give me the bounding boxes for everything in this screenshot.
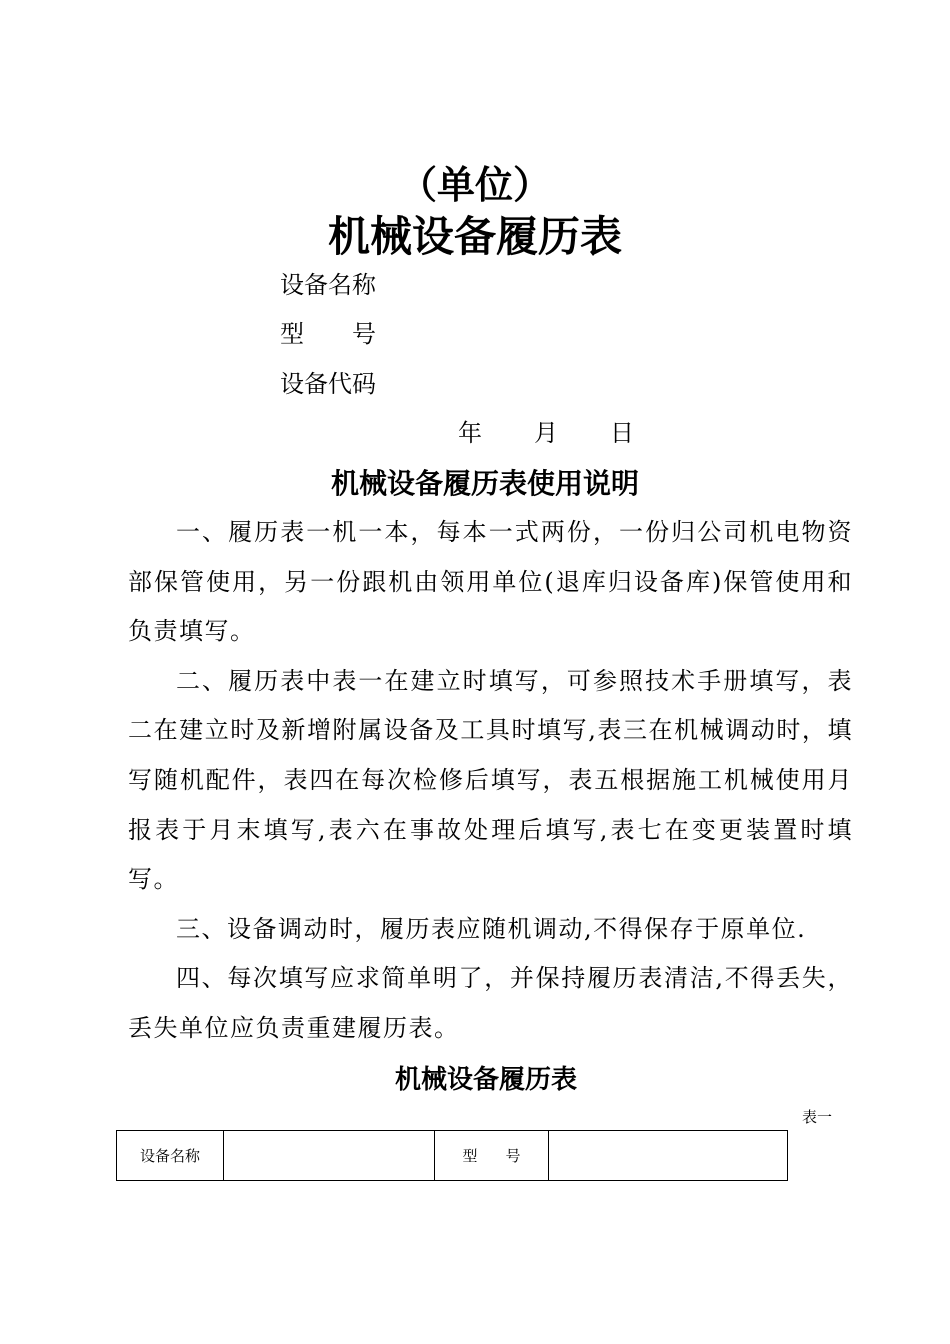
table-number: 表一: [802, 1108, 833, 1126]
model-cell-label-b: 号: [505, 1147, 521, 1165]
model-label-part-a: 型: [280, 320, 304, 348]
instruction-paragraph-2: 二、履历表中表一在建立时填写，可参照技术手册填写，表二在建立时及新增附属设备及工具时填写,表三在机械调动时，填写随机配件，表四在每次检修后填写，表五根据施工机械使用月报表于月末填写,表六在事故处理后填写,表七在变更装置时填写。: [128, 666, 853, 894]
equipment-name-label: 设备名称: [280, 271, 376, 299]
instruction-paragraph-3: 三、设备调动时，履历表应随机调动,不得保存于原单位.: [176, 914, 807, 943]
instruction-paragraph-1: 一、履历表一机一本，每本一式两份，一份归公司机电物资部保管使用，另一份跟机由领用单位(退库归设备库)保管使用和负责填写。: [128, 518, 853, 646]
model-cell-label-a: 型: [462, 1147, 478, 1165]
model-label-part-b: 号: [352, 320, 376, 348]
table-title: 机械设备履历表: [394, 1065, 577, 1095]
model-label: [280, 317, 376, 351]
table-row: [117, 1131, 788, 1181]
date-month: 月: [534, 419, 558, 447]
date-line: [458, 416, 634, 450]
equipment-name-cell-value[interactable]: [223, 1131, 434, 1181]
date-year: 年: [458, 419, 482, 447]
instructions-body: [128, 508, 853, 1054]
date-day: 日: [610, 419, 634, 447]
model-cell-value[interactable]: [549, 1131, 788, 1181]
equipment-code-label: 设备代码: [280, 370, 376, 398]
model-cell-label: [434, 1131, 549, 1181]
equipment-table: [116, 1130, 788, 1181]
document-title: 机械设备履历表: [327, 212, 622, 261]
instruction-paragraph-4: 四、每次填写应求简单明了，并保持履历表清洁,不得丢失，丢失单位应负责重建履历表。: [128, 964, 853, 1042]
unit-heading: （单位）: [398, 162, 551, 207]
equipment-name-cell-label: 设备名称: [117, 1131, 224, 1181]
instructions-title: 机械设备履历表使用说明: [330, 467, 639, 500]
